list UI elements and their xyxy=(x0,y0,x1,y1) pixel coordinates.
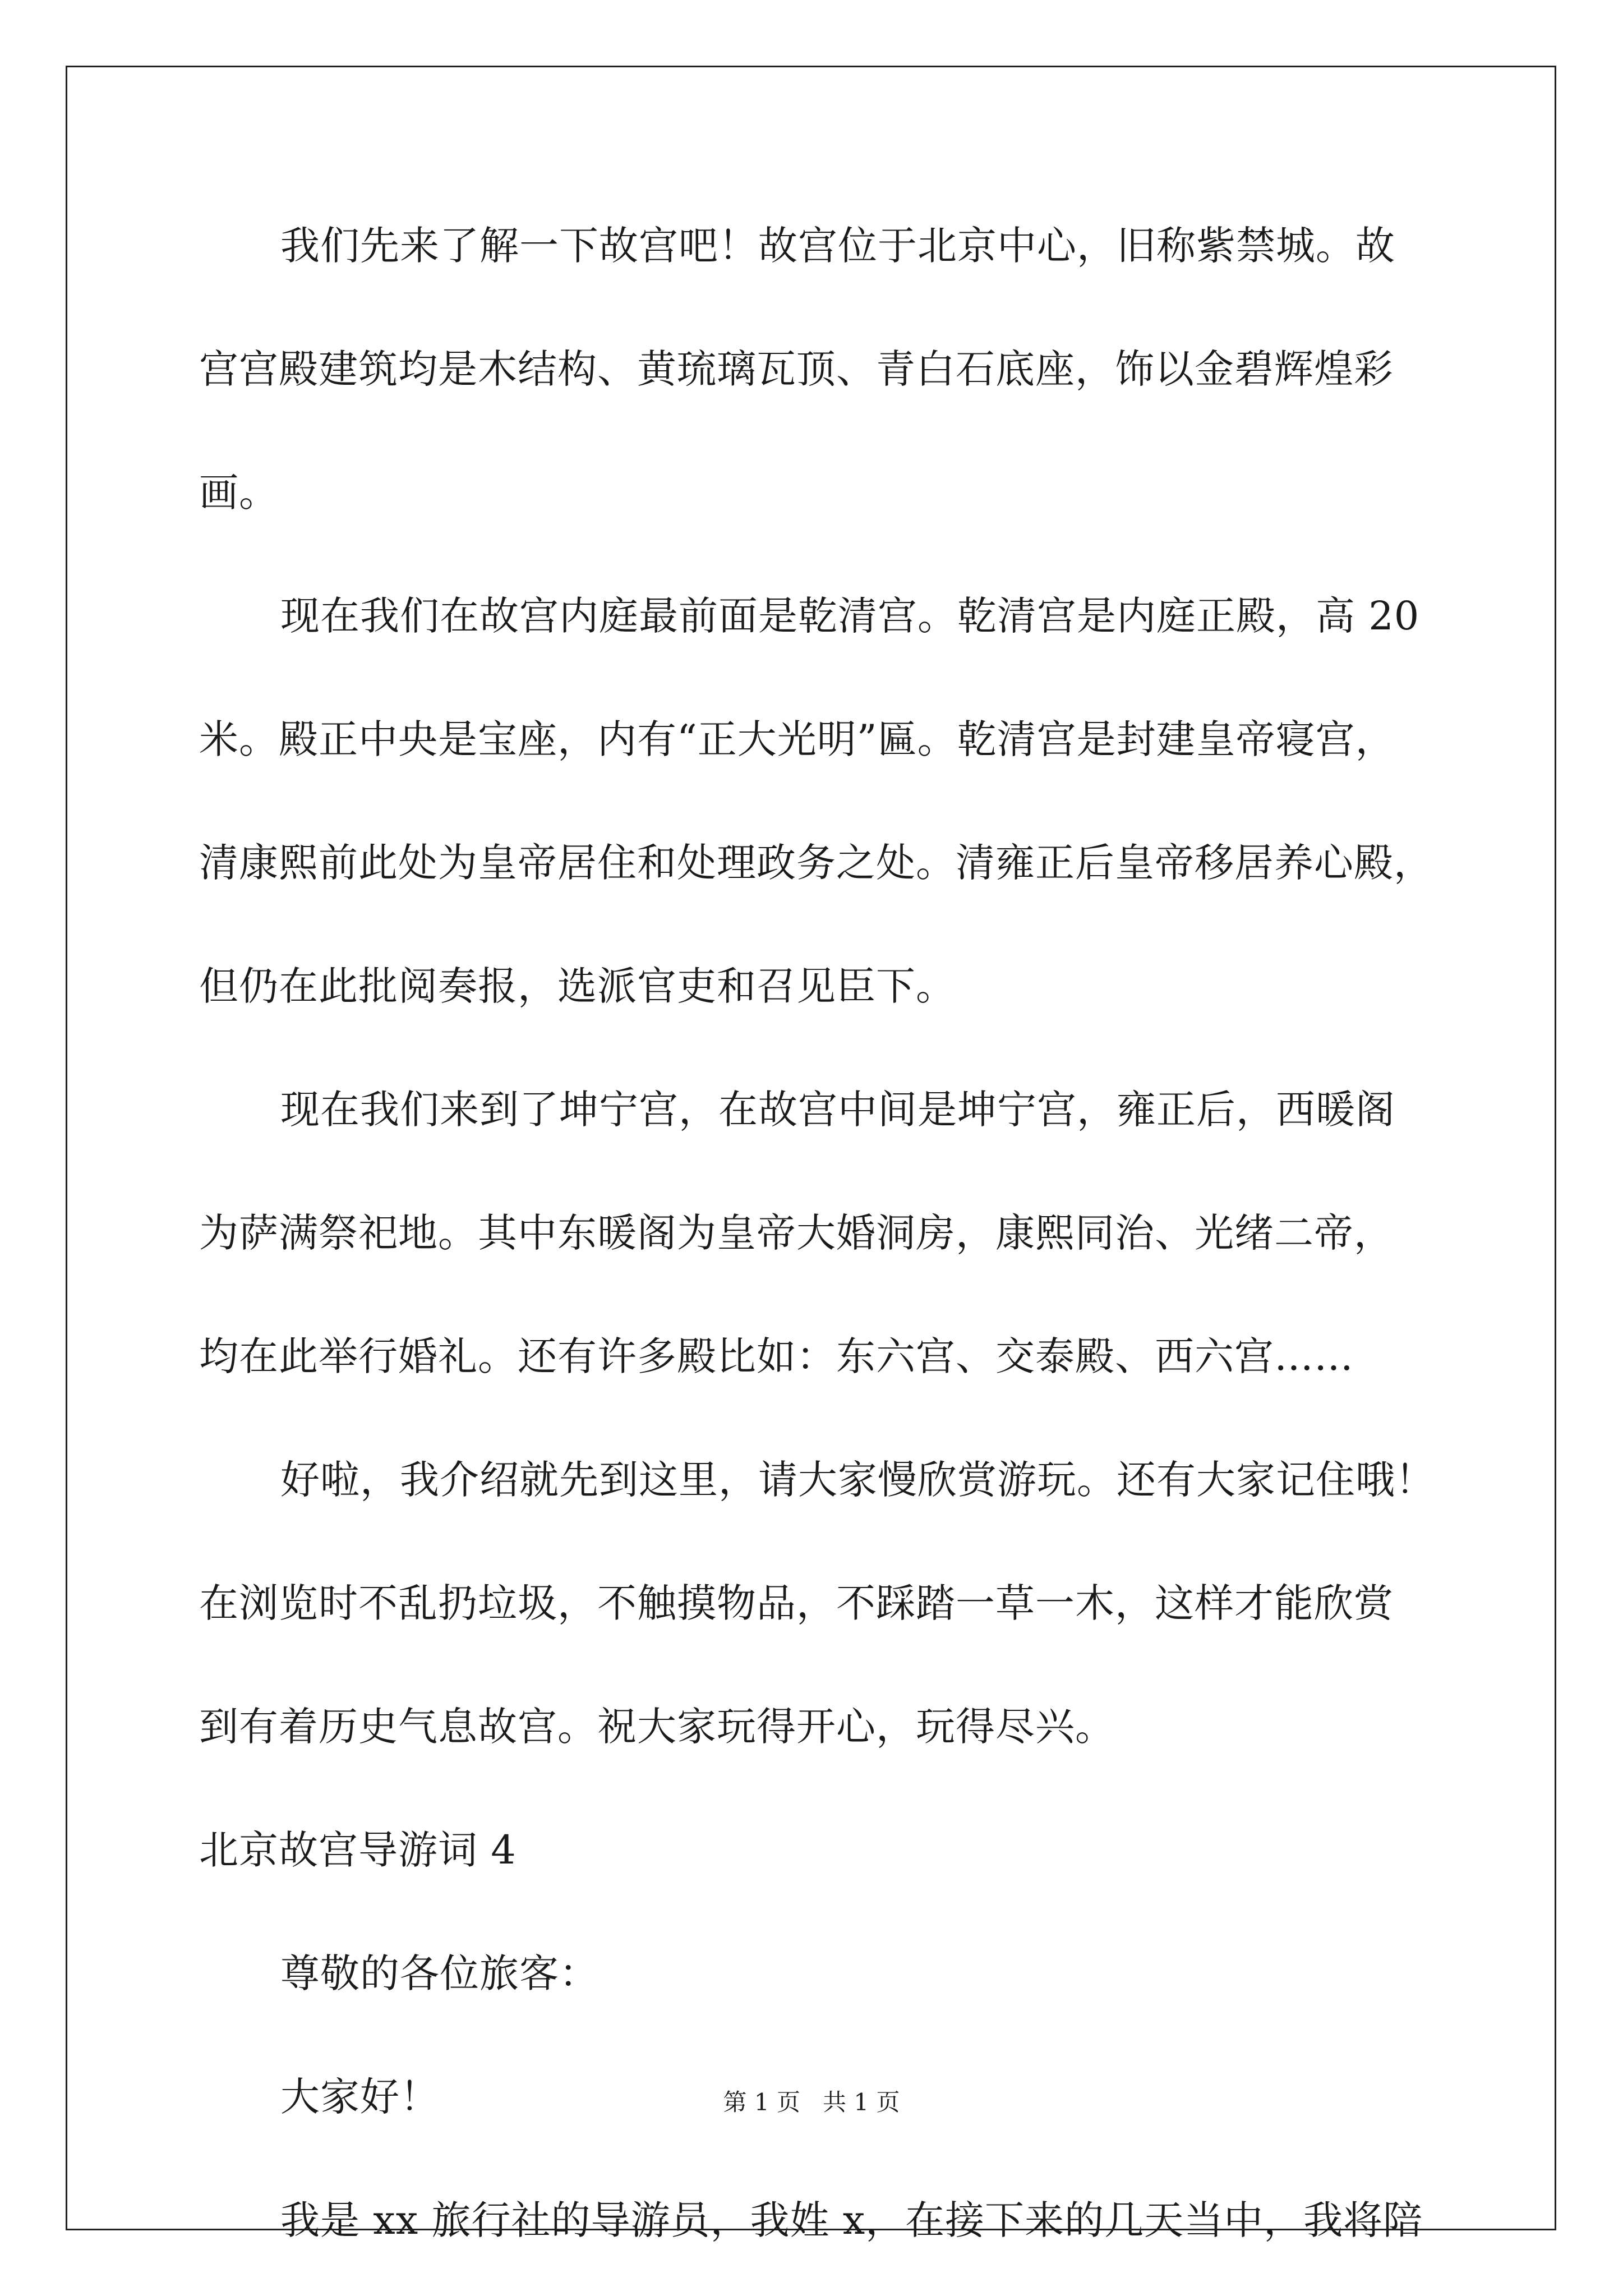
text-line: 尊敬的各位旅客： xyxy=(280,1950,599,1996)
text-line: 大家好！ xyxy=(280,2074,440,2120)
text-line: 但仍在此批阅奏报，选派官吏和召见臣下。 xyxy=(199,963,956,1009)
text-line: 为萨满祭祀地。其中东暖阁为皇帝大婚洞房，康熙同治、光绪二帝， xyxy=(199,1210,1394,1256)
text-line: 现在我们在故宫内庭最前面是乾清宫。乾清宫是内庭正殿，高 20 xyxy=(280,593,1420,639)
text-line: 清康熙前此处为皇帝居住和处理政务之处。清雍正后皇帝移居养心殿， xyxy=(199,840,1433,886)
text-line: 画。 xyxy=(199,470,279,516)
text-line: 米。殿正中央是宝座，内有“正大光明”匾。乾清宫是封建皇帝寝宫， xyxy=(199,716,1395,762)
text-line: 均在此举行婚礼。还有许多殿比如：东六宫、交泰殿、西六宫…… xyxy=(199,1333,1354,1379)
text-line: 宫宫殿建筑均是木结构、黄琉璃瓦顶、青白石底座，饰以金碧辉煌彩 xyxy=(199,346,1394,392)
text-line: 我是 xx 旅行社的导游员，我姓 x，在接下来的几天当中，我将陪 xyxy=(280,2197,1423,2243)
text-line: 好啦，我介绍就先到这里，请大家慢欣赏游玩。还有大家记住哦！ xyxy=(280,1457,1435,1503)
text-line: 现在我们来到了坤宁宫，在故宫中间是坤宁宫，雍正后，西暖阁 xyxy=(280,1087,1395,1133)
page-footer: 第 1 页 共 1 页 xyxy=(723,2088,900,2116)
section-heading: 北京故宫导游词 4 xyxy=(199,1827,517,1873)
text-line: 我们先来了解一下故宫吧！故宫位于北京中心，旧称紫禁城。故 xyxy=(280,223,1395,269)
text-line: 在浏览时不乱扔垃圾，不触摸物品，不踩踏一草一木，这样才能欣赏 xyxy=(199,1580,1394,1626)
text-line: 到有着历史气息故宫。祝大家玩得开心，玩得尽兴。 xyxy=(199,1704,1115,1750)
